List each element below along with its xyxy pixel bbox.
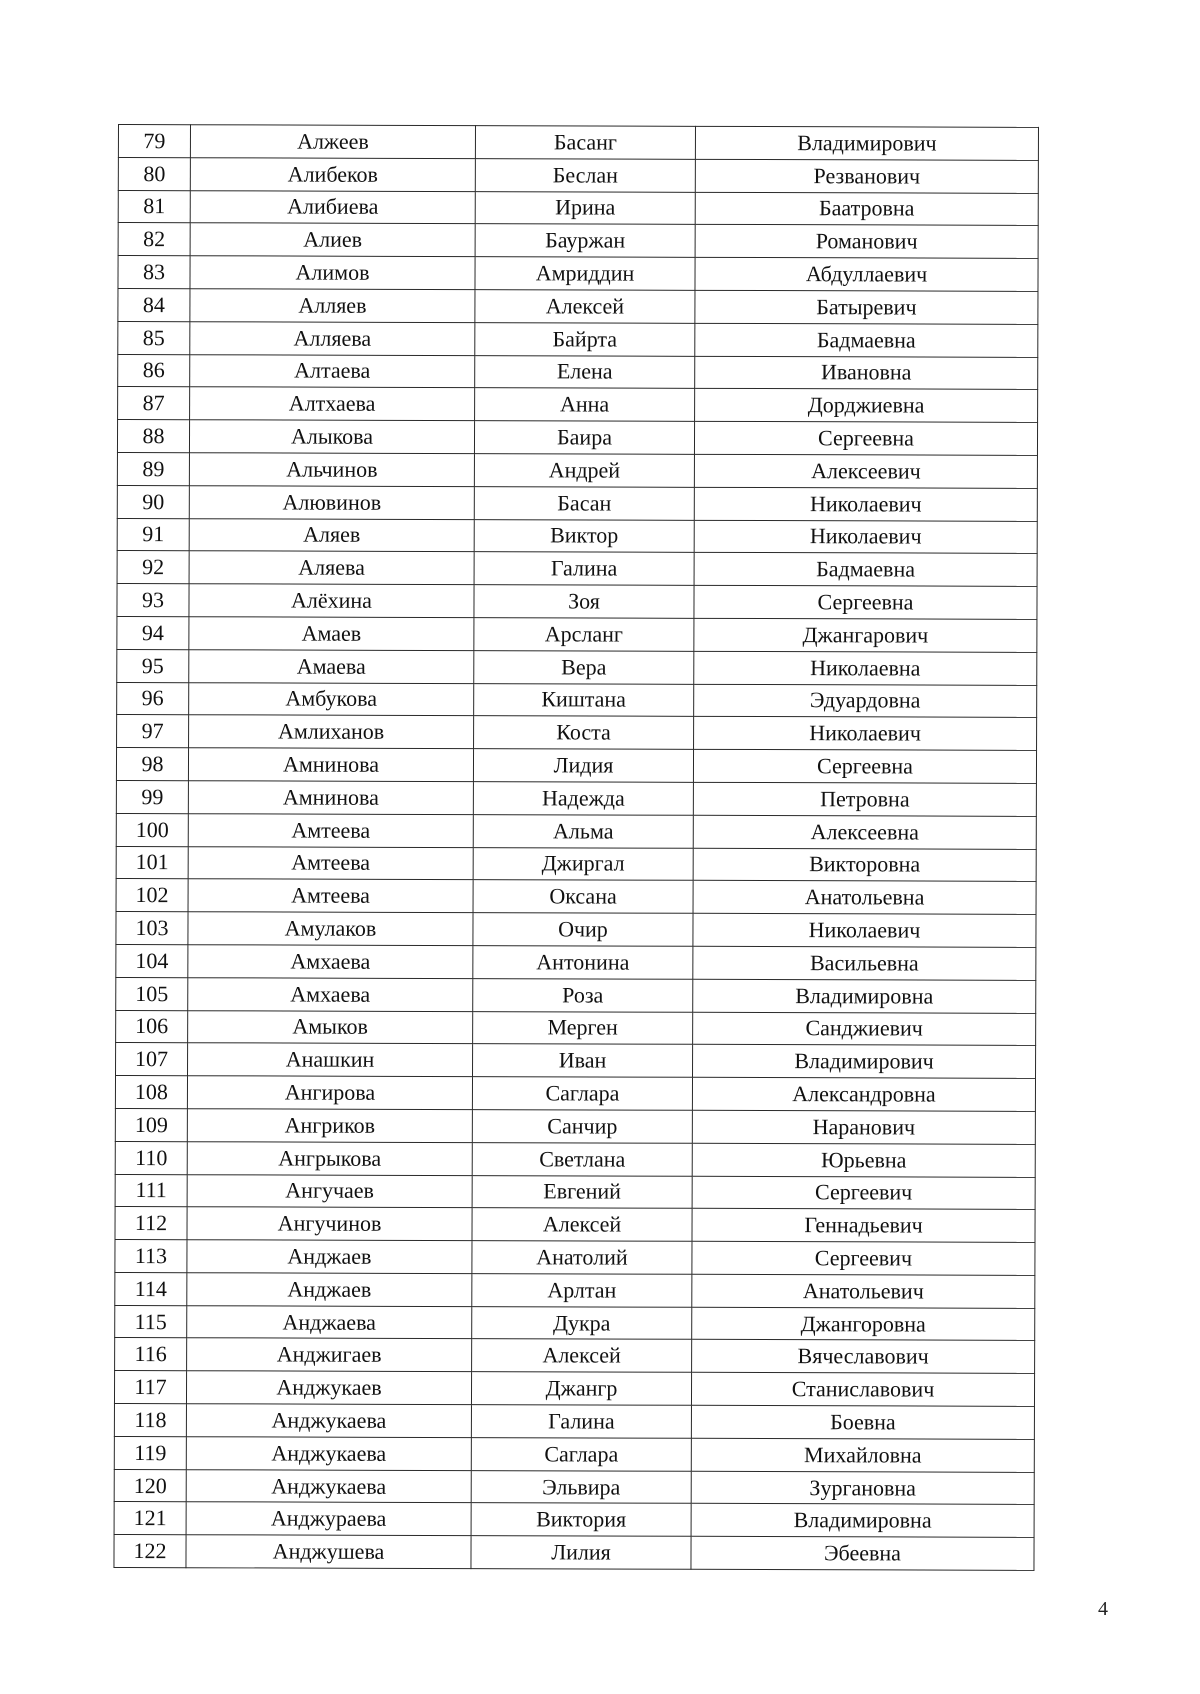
last-name-cell: Аляева [189,551,474,585]
table-row [117,616,1037,652]
row-number-cell: 109 [115,1108,187,1141]
patronymic-cell: Викторовна [693,848,1036,882]
patronymic-cell: Сергеевна [693,749,1036,783]
row-number-cell: 121 [114,1502,186,1535]
first-name-cell: Саглара [472,1077,692,1110]
table-row [117,485,1037,521]
last-name-cell: Алыкова [189,420,474,454]
patronymic-cell: Баатровна [695,192,1038,226]
patronymic-cell: Зургановна [691,1471,1034,1505]
last-name-cell: Анджигаев [187,1338,472,1372]
first-name-cell: Надежда [473,782,693,815]
patronymic-cell: Романович [695,225,1038,259]
first-name-cell: Вера [474,650,694,683]
row-number-cell: 119 [114,1436,186,1469]
first-name-cell: Алексей [472,1208,692,1241]
patronymic-cell: Владимирович [695,126,1038,160]
row-number-cell: 96 [117,682,189,715]
table-row [115,1272,1035,1308]
last-name-cell: Амнинова [188,781,473,815]
first-name-cell: Арсланг [474,618,694,651]
table-row [117,584,1037,620]
row-number-cell: 87 [118,387,190,420]
row-number-cell: 113 [115,1240,187,1273]
table-row [115,1141,1035,1177]
names-table-body [114,125,1039,1571]
row-number-cell: 103 [116,912,188,945]
patronymic-cell: Петровна [693,782,1036,816]
first-name-cell: Альма [473,814,693,847]
last-name-cell: Анджушева [186,1535,471,1569]
table-row [117,551,1037,587]
patronymic-cell: Эдуардовна [694,684,1037,718]
row-number-cell: 79 [118,125,190,158]
patronymic-cell: Абдуллаевич [695,258,1038,292]
patronymic-cell: Наранович [692,1110,1035,1144]
table-row [118,125,1038,161]
patronymic-cell: Николаевич [694,520,1037,554]
table-row [116,912,1036,948]
last-name-cell: Ангриков [187,1109,472,1143]
last-name-cell: Амхаева [188,977,473,1011]
row-number-cell: 97 [117,715,189,748]
patronymic-cell: Владимировна [691,1504,1034,1538]
table-row [118,190,1038,226]
row-number-cell: 95 [117,649,189,682]
patronymic-cell: Владимировна [693,979,1036,1013]
last-name-cell: Алляев [190,289,475,323]
row-number-cell: 93 [117,584,189,617]
row-number-cell: 100 [116,813,188,846]
table-row [117,452,1037,488]
last-name-cell: Анашкин [188,1043,473,1077]
table-row [116,977,1036,1013]
patronymic-cell: Ивановна [695,356,1038,390]
first-name-cell: Коста [474,716,694,749]
last-name-cell: Алибеков [190,158,475,192]
table-row [117,715,1037,751]
last-name-cell: Анджукаева [186,1437,471,1471]
table-row [116,846,1036,882]
first-name-cell: Анатолий [472,1241,692,1274]
first-name-cell: Лидия [473,749,693,782]
first-name-cell: Санчир [472,1110,692,1143]
patronymic-cell: Бадмаевна [695,323,1038,357]
last-name-cell: Анджукаева [186,1404,471,1438]
first-name-cell: Лилия [471,1536,691,1569]
table-row [118,288,1038,324]
table-row [115,1174,1035,1210]
table-row [116,1010,1036,1046]
first-name-cell: Галина [474,552,694,585]
last-name-cell: Амтеева [188,846,473,880]
last-name-cell: Амыков [188,1010,473,1044]
page-number: 4 [1098,1598,1108,1620]
first-name-cell: Иван [473,1044,693,1077]
first-name-cell: Евгений [472,1175,692,1208]
last-name-cell: Алимов [190,256,475,290]
first-name-cell: Андрей [474,454,694,487]
patronymic-cell: Санджиевич [693,1012,1036,1046]
last-name-cell: Алёхина [189,584,474,618]
patronymic-cell: Вячеславович [692,1340,1035,1374]
first-name-cell: Дукра [472,1306,692,1339]
first-name-cell: Баира [474,421,694,454]
patronymic-cell: Джангоровна [692,1307,1035,1341]
last-name-cell: Алибиева [190,190,475,224]
last-name-cell: Анджукаева [186,1469,471,1503]
row-number-cell: 98 [116,748,188,781]
table-row [117,420,1037,456]
table-row [117,682,1037,718]
table-row [114,1469,1034,1505]
last-name-cell: Альчинов [189,453,474,487]
first-name-cell: Очир [473,913,693,946]
table-row [115,1240,1035,1276]
row-number-cell: 107 [116,1043,188,1076]
first-name-cell: Байрта [475,322,695,355]
row-number-cell: 117 [114,1371,186,1404]
last-name-cell: Ангучаев [187,1174,472,1208]
row-number-cell: 99 [116,780,188,813]
row-number-cell: 80 [118,157,190,190]
patronymic-cell: Резванович [695,159,1038,193]
first-name-cell: Джангр [471,1372,691,1405]
table-row [114,1502,1034,1538]
patronymic-cell: Сергеевна [694,585,1037,619]
first-name-cell: Беслан [475,158,695,191]
row-number-cell: 105 [116,977,188,1010]
last-name-cell: Амхаева [188,945,473,979]
table-row [115,1076,1035,1112]
first-name-cell: Мерген [473,1011,693,1044]
first-name-cell: Басанг [475,126,695,159]
first-name-cell: Оксана [473,880,693,913]
first-name-cell: Анна [475,388,695,421]
first-name-cell: Басан [474,486,694,519]
table-row [114,1371,1034,1407]
row-number-cell: 116 [115,1338,187,1371]
first-name-cell: Роза [473,978,693,1011]
table-row [115,1338,1035,1374]
first-name-cell: Алексей [472,1339,692,1372]
row-number-cell: 120 [114,1469,186,1502]
patronymic-cell: Юрьевна [692,1143,1035,1177]
row-number-cell: 94 [117,616,189,649]
row-number-cell: 102 [116,879,188,912]
patronymic-cell: Сергеевна [694,421,1037,455]
table-row [116,748,1036,784]
names-table [113,124,1039,1571]
table-row [115,1207,1035,1243]
first-name-cell: Ирина [475,191,695,224]
last-name-cell: Анджаев [187,1273,472,1307]
table-row [116,813,1036,849]
last-name-cell: Алтхаева [190,387,475,421]
patronymic-cell: Эбеевна [691,1537,1034,1571]
row-number-cell: 108 [115,1076,187,1109]
last-name-cell: Анджукаев [186,1371,471,1405]
patronymic-cell: Джангарович [694,618,1037,652]
last-name-cell: Амбукова [189,682,474,716]
first-name-cell: Елена [475,355,695,388]
row-number-cell: 90 [117,485,189,518]
last-name-cell: Амаева [189,649,474,683]
first-name-cell: Эльвира [471,1470,691,1503]
row-number-cell: 86 [118,354,190,387]
patronymic-cell: Николаевич [693,913,1036,947]
row-number-cell: 112 [115,1207,187,1240]
patronymic-cell: Геннадьевич [692,1209,1035,1243]
patronymic-cell: Михайловна [691,1438,1034,1472]
patronymic-cell: Бадмаевна [694,553,1037,587]
last-name-cell: Аляев [189,518,474,552]
last-name-cell: Амтеева [188,879,473,913]
patronymic-cell: Дорджиевна [695,389,1038,423]
last-name-cell: Анджаев [187,1240,472,1274]
patronymic-cell: Анатольевна [693,881,1036,915]
first-name-cell: Саглара [471,1437,691,1470]
last-name-cell: Амнинова [188,748,473,782]
patronymic-cell: Сергеевич [692,1241,1035,1275]
row-number-cell: 114 [115,1272,187,1305]
table-row [117,649,1037,685]
patronymic-cell: Батыревич [695,290,1038,324]
first-name-cell: Антонина [473,946,693,979]
row-number-cell: 84 [118,288,190,321]
last-name-cell: Алляева [190,322,475,356]
last-name-cell: Алжеев [190,125,475,159]
table-row [118,157,1038,193]
table-row [114,1404,1034,1440]
last-name-cell: Ангирова [187,1076,472,1110]
row-number-cell: 122 [114,1535,186,1568]
row-number-cell: 91 [117,518,189,551]
first-name-cell: Виктория [471,1503,691,1536]
patronymic-cell: Алексеевна [693,815,1036,849]
table-row [117,518,1037,554]
table-row [118,223,1038,259]
row-number-cell: 83 [118,256,190,289]
row-number-cell: 81 [118,190,190,223]
row-number-cell: 118 [114,1404,186,1437]
row-number-cell: 85 [118,321,190,354]
table-row [115,1108,1035,1144]
table-row [118,354,1038,390]
patronymic-cell: Сергеевич [692,1176,1035,1210]
table-row [116,879,1036,915]
patronymic-cell: Васильевна [693,946,1036,980]
first-name-cell: Бауржан [475,224,695,257]
row-number-cell: 106 [116,1010,188,1043]
table-row [118,321,1038,357]
table-row [114,1535,1034,1571]
row-number-cell: 82 [118,223,190,256]
last-name-cell: Анджаева [187,1305,472,1339]
patronymic-cell: Боевна [691,1405,1034,1439]
row-number-cell: 101 [116,846,188,879]
row-number-cell: 92 [117,551,189,584]
row-number-cell: 88 [117,420,189,453]
first-name-cell: Алексей [475,290,695,323]
patronymic-cell: Владимирович [693,1045,1036,1079]
patronymic-cell: Александровна [692,1077,1035,1111]
last-name-cell: Ангучинов [187,1207,472,1241]
patronymic-cell: Николаевна [694,651,1037,685]
last-name-cell: Амлиханов [189,715,474,749]
table-row [116,944,1036,980]
last-name-cell: Анджураева [186,1502,471,1536]
table-row [114,1436,1034,1472]
last-name-cell: Алиев [190,223,475,257]
last-name-cell: Алтаева [190,354,475,388]
first-name-cell: Арлтан [472,1274,692,1307]
patronymic-cell: Станиславович [691,1373,1034,1407]
first-name-cell: Галина [471,1405,691,1438]
row-number-cell: 115 [115,1305,187,1338]
patronymic-cell: Анатольевич [692,1274,1035,1308]
first-name-cell: Джиргал [473,847,693,880]
patronymic-cell: Алексеевич [694,454,1037,488]
first-name-cell: Киштана [474,683,694,716]
last-name-cell: Амаев [189,617,474,651]
table-row [116,780,1036,816]
patronymic-cell: Николаевич [694,717,1037,751]
last-name-cell: Амтеева [188,813,473,847]
patronymic-cell: Николаевич [694,487,1037,521]
table-row [118,256,1038,292]
last-name-cell: Амулаков [188,912,473,946]
row-number-cell: 110 [115,1141,187,1174]
table-row [116,1043,1036,1079]
first-name-cell: Зоя [474,585,694,618]
first-name-cell: Амриддин [475,257,695,290]
first-name-cell: Светлана [472,1142,692,1175]
last-name-cell: Алювинов [189,485,474,519]
table-row [118,387,1038,423]
table-row [115,1305,1035,1341]
row-number-cell: 104 [116,944,188,977]
row-number-cell: 89 [117,452,189,485]
first-name-cell: Виктор [474,519,694,552]
last-name-cell: Ангрыкова [187,1141,472,1175]
row-number-cell: 111 [115,1174,187,1207]
